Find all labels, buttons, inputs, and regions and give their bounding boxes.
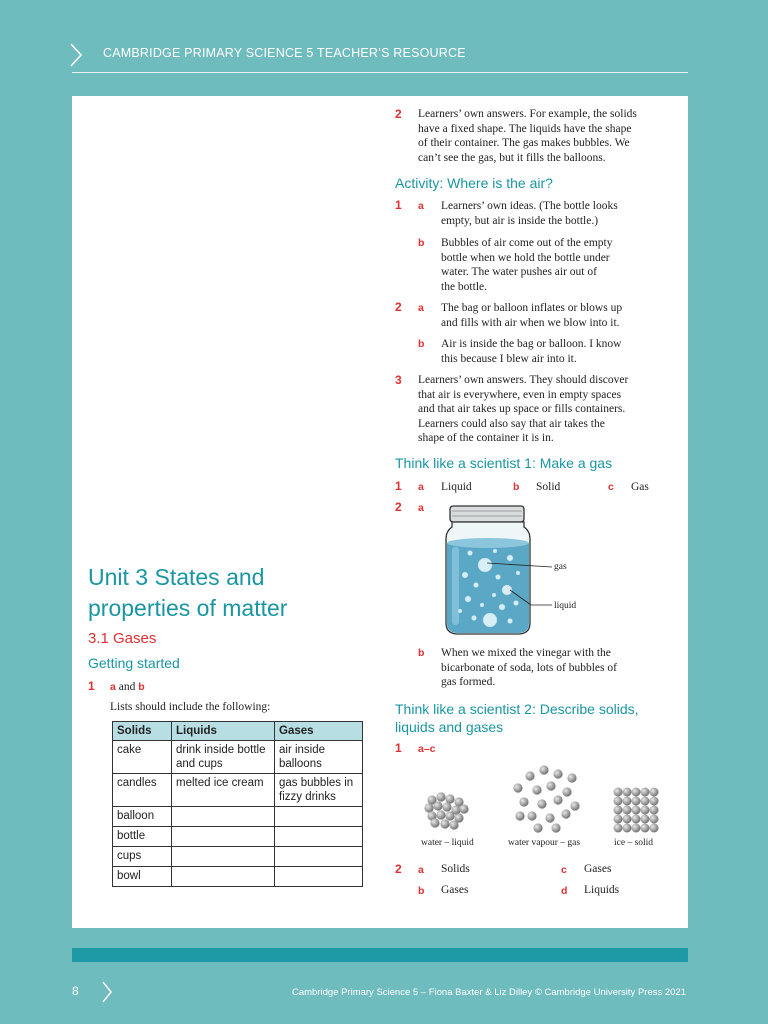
page-number: 8 (72, 984, 79, 998)
table-cell: melted ice cream (172, 774, 275, 807)
question-number: 3 (395, 373, 402, 387)
header-rule (72, 72, 688, 73)
question-number: 2 (395, 107, 402, 121)
question-number: 2 (395, 300, 402, 314)
table-row (113, 741, 363, 774)
part-letter: c (608, 481, 614, 493)
table-cell (275, 807, 363, 827)
footer-credit: Cambridge Primary Science 5 – Fiona Baxter & Liz Dilley © Cambridge University Press 2021 (291, 987, 686, 998)
act-2b-answer (441, 337, 621, 366)
chevron-right-icon (100, 980, 114, 1004)
caption-solid: ice – solid (614, 838, 654, 848)
answer-text: Solids (441, 863, 470, 875)
act-2a-answer (441, 301, 622, 330)
text-line: The bag or balloon inflates or blows up (441, 302, 623, 314)
part-letter: b (418, 338, 425, 350)
question-number: 1 (395, 198, 402, 212)
heading-line: liquids and gases (395, 719, 504, 735)
jar-label-gas: gas (554, 562, 567, 572)
text-line: Learners could also say that air takes the (418, 417, 605, 430)
tls1-2b-answer (441, 646, 617, 690)
answer-text: Liquid (441, 481, 472, 493)
table-cell: drink inside bottle and cups (172, 741, 275, 774)
text-line: and that air takes up space or fills containers. (418, 403, 626, 416)
part-letter: a (418, 302, 424, 314)
q1-parts (110, 680, 145, 695)
table-cell: bottle (113, 827, 172, 847)
answer-text: Liquids (584, 884, 620, 896)
text-line: the bottle. (441, 280, 487, 293)
text-line: empty, but air is inside the bottle.) (441, 214, 599, 227)
jar-illustration (440, 503, 590, 638)
table-row (113, 807, 363, 827)
act-3-answer (418, 373, 628, 446)
table-row (113, 774, 363, 807)
part-letter: a–c (418, 743, 436, 755)
section-title: 3.1 Gases (88, 630, 157, 647)
solid-particles (614, 788, 659, 833)
part-letter: a (418, 481, 424, 493)
table-row (113, 827, 363, 847)
part-letter: a (110, 681, 116, 693)
table-cell (172, 867, 275, 887)
question-number: 1 (395, 741, 402, 755)
unit-title-line-2: properties of matter (88, 595, 288, 621)
tls1-heading: Think like a scientist 1: Make a gas (395, 455, 613, 471)
liquid-particles (424, 792, 468, 829)
text-line: that air is everywhere, even in empty spaces (418, 388, 622, 401)
text-line: water. The water pushes air out of (441, 266, 597, 279)
table-cell: bowl (113, 867, 172, 887)
table-header-row (113, 722, 363, 741)
question-number: 1 (395, 479, 402, 493)
answer-text: Gases (584, 863, 612, 875)
question-number: 2 (395, 500, 402, 514)
table-cell: cups (113, 847, 172, 867)
footer-bar (72, 948, 688, 962)
text-line: shape of the container it is in. (418, 432, 554, 445)
jar-label-liquid: liquid (554, 601, 577, 611)
table-cell: air inside balloons (275, 741, 363, 774)
answer-text: Gases (441, 884, 469, 896)
answer-text: Solid (536, 481, 561, 493)
table-cell: gas bubbles in fizzy drinks (275, 774, 363, 807)
table-cell (172, 847, 275, 867)
text-line: bicarbonate of soda, lots of bubbles of (441, 661, 617, 674)
text-line: gas formed. (441, 676, 496, 689)
unit-title (88, 562, 287, 624)
table-header: Solids (113, 722, 172, 741)
part-letter: b (138, 681, 145, 693)
text-line: bottle when we hold the bottle under (441, 251, 610, 264)
q1-and: and (118, 681, 136, 693)
text-line: When we mixed the vinegar with the (441, 647, 611, 659)
q2-answer (418, 107, 637, 165)
text-line: Bubbles of air come out of the empty (441, 237, 613, 249)
table-row (113, 847, 363, 867)
act-1b-answer (441, 236, 613, 294)
caption-gas: water vapour – gas (508, 838, 581, 848)
table-cell (275, 867, 363, 887)
table-cell: balloon (113, 807, 172, 827)
table-header: Liquids (172, 722, 275, 741)
caption-liquid: water – liquid (421, 838, 474, 848)
part-letter: a (418, 200, 424, 212)
text-line: Learners’ own answers. For example, the solids (418, 108, 637, 120)
answer-text: Gas (631, 481, 649, 493)
table-header: Gases (275, 722, 363, 741)
unit-title-line-1: Unit 3 States and (88, 564, 265, 590)
text-line: and fills with air when we blow into it. (441, 316, 620, 329)
text-line: have a fixed shape. The liquids have the shape (418, 122, 632, 135)
part-letter: b (418, 885, 425, 897)
states-table (112, 721, 363, 887)
table-cell (172, 827, 275, 847)
part-letter: b (513, 481, 520, 493)
text-line: Learners’ own answers. They should discover (418, 374, 629, 386)
chevron-right-icon (68, 42, 84, 68)
part-letter: b (418, 237, 425, 249)
text-line: can’t see the gas, but it fills the balloons. (418, 151, 606, 164)
table-cell (275, 827, 363, 847)
part-letter: b (418, 647, 425, 659)
table-cell: cake (113, 741, 172, 774)
gas-particles (513, 765, 579, 832)
act-1a-answer (441, 199, 618, 228)
text-line: this because I blew air into it. (441, 352, 577, 365)
part-letter: c (561, 864, 567, 876)
table-row (113, 867, 363, 887)
particle-diagrams (420, 764, 670, 834)
table-cell: candles (113, 774, 172, 807)
text-line: Learners’ own ideas. (The bottle looks (441, 200, 618, 212)
text-line: Air is inside the bag or balloon. I know (441, 338, 622, 350)
table-cell (275, 847, 363, 867)
getting-started-heading: Getting started (88, 655, 180, 671)
question-number: 2 (395, 862, 402, 876)
question-number: 1 (88, 679, 95, 693)
part-letter: a (418, 864, 424, 876)
activity-heading: Activity: Where is the air? (395, 175, 553, 191)
heading-line: Think like a scientist 2: Describe solids, (395, 701, 639, 717)
part-letter: d (561, 885, 568, 897)
tls2-heading (395, 700, 639, 736)
part-letter: a (418, 502, 424, 514)
lists-intro: Lists should include the following: (110, 701, 271, 713)
text-line: of their container. The gas makes bubbles. We (418, 137, 630, 150)
table-cell (172, 807, 275, 827)
header-title: CAMBRIDGE PRIMARY SCIENCE 5 TEACHER’S RESOURCE (103, 46, 466, 60)
